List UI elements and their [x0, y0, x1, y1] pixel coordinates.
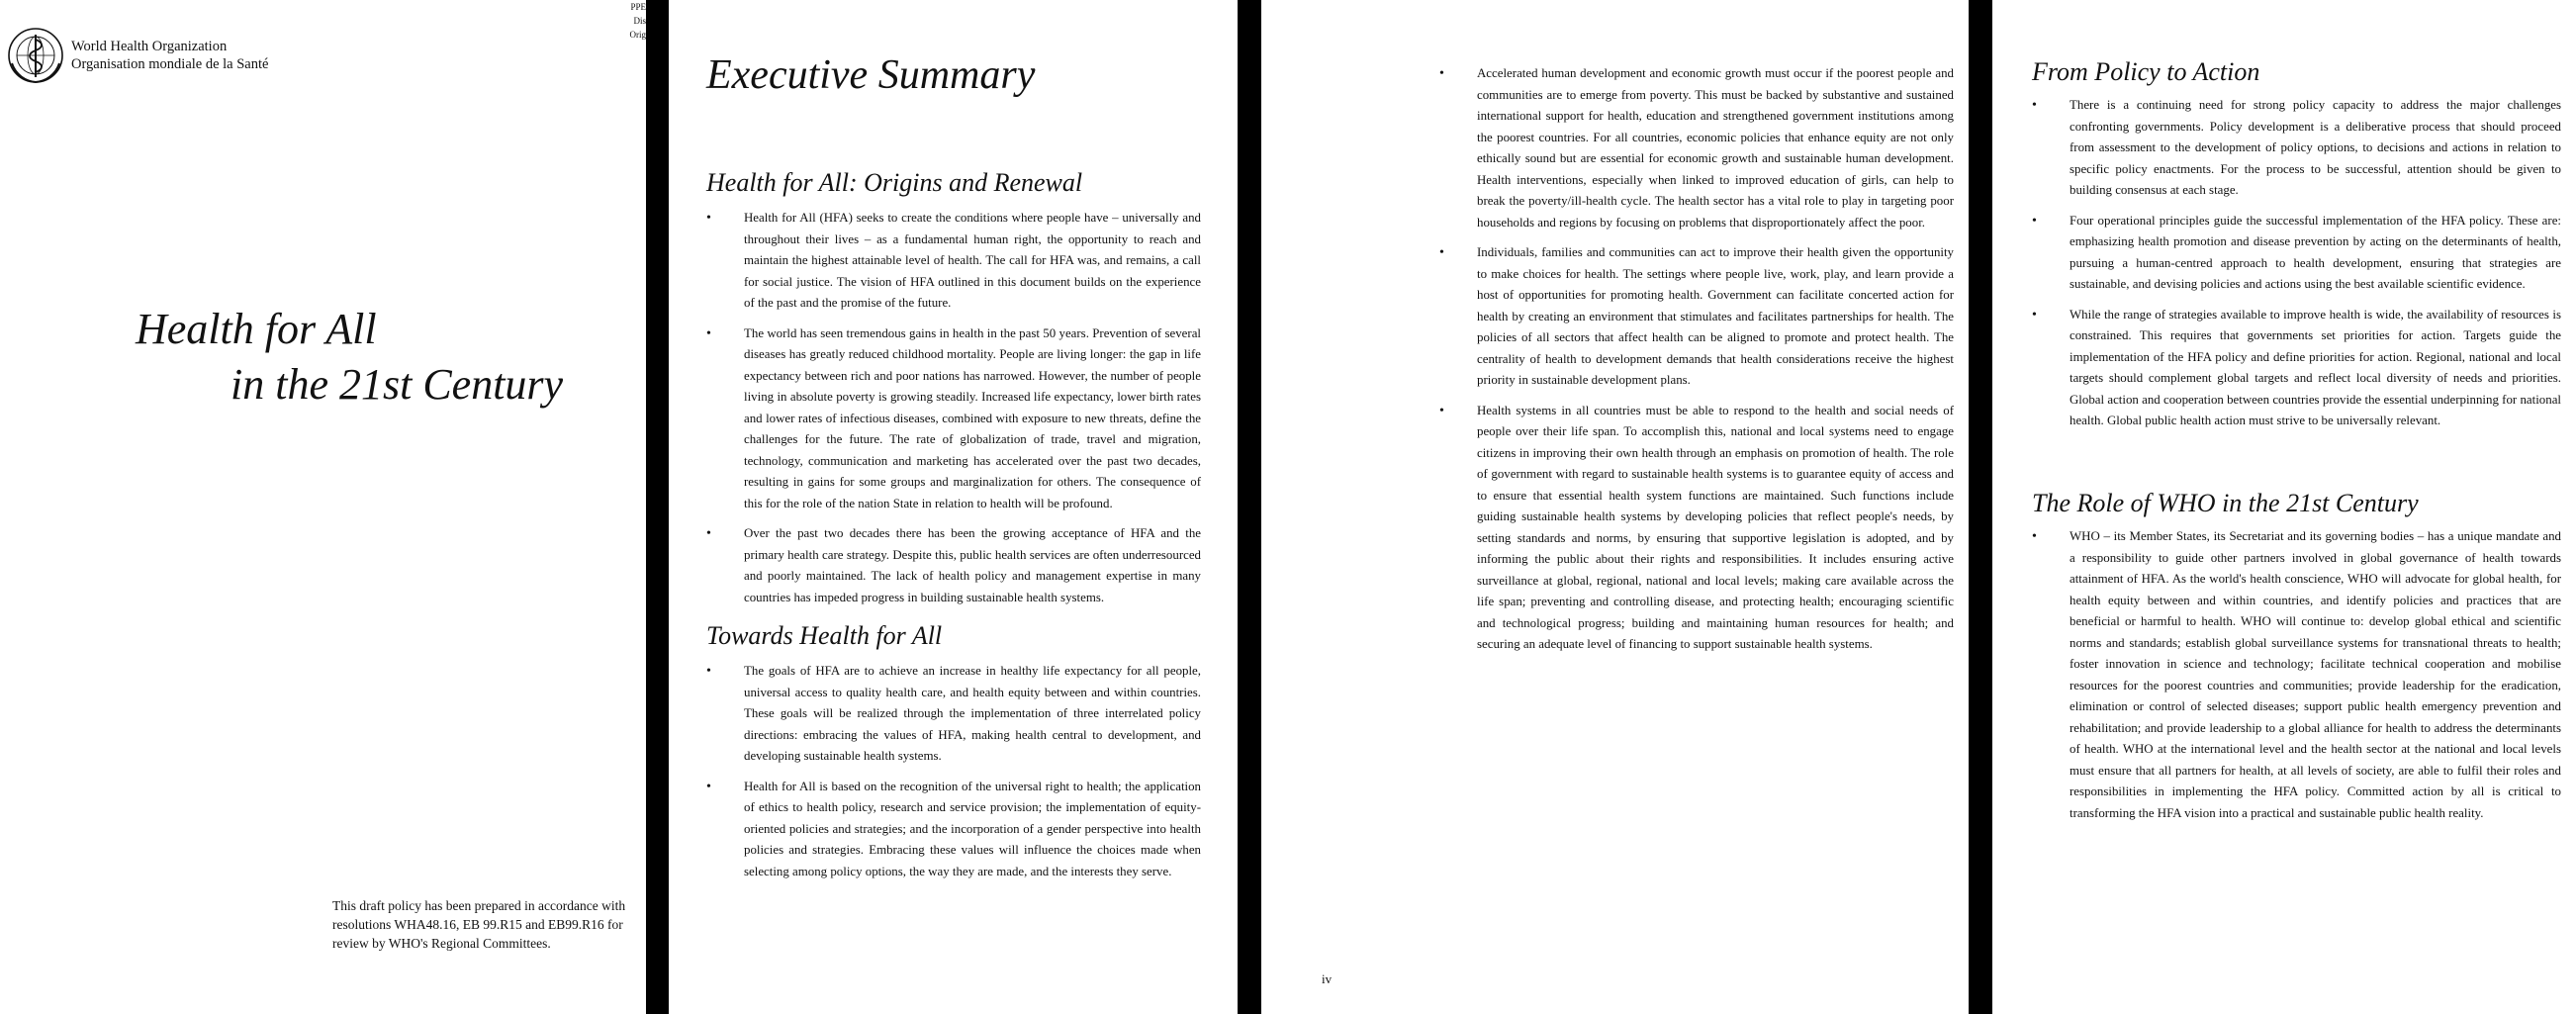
- bullet-list: [706, 661, 1201, 882]
- list-item: • There is a continuing need for strong policy capacity to address the major challenges confronting governments. Policy development is a deliberative process that should proceed from assessment to the development of policy options, to decisions and actions in relation to specific policy enactments. For the process to be successful, attention should be given to building consensus at each stage.: [2032, 95, 2561, 202]
- organization-name: [71, 38, 268, 73]
- section-heading: The Role of WHO in the 21st Century: [2032, 489, 2419, 517]
- section-origins: [706, 168, 1201, 617]
- bullet-list: [2032, 526, 2561, 824]
- section-continued: [1439, 63, 1954, 665]
- section-role-of-who: [2032, 489, 2561, 833]
- section-heading: Health for All: Origins and Renewal: [706, 168, 1083, 197]
- cover-title: [136, 302, 563, 413]
- list-item: • Health systems in all countries must be able to respond to the health and social needs of people over their life span. To accomplish this, national and local systems need to engage citizens in improving their own health through an emphasis on promotion of health. The role of government with regard to sustainable health systems is to guarantee equity of access and to ensure that essential health system functions are maintained. Such functions include guiding sustainable health systems by developing policies that reflect people's needs, by setting standards and norms, by ensuring that supportive legislation is adopted, and by informing the public about their rights and responsibilities. It includes ensuring active surveillance at global, regional, national and local levels; making care available across the life span; preventing and controlling disease, and protecting health; encouraging scientific and technological progress; building and maintaining human resources for health; and securing an adequate level of financing to support sustainable health systems.: [1439, 401, 1954, 656]
- section-heading: Towards Health for All: [706, 621, 943, 650]
- list-item: • While the range of strategies available to improve health is wide, the availability of resources is constrained. This requires that governments set priorities for action. Targets guide the implementation of the HFA policy and define priorities for action. Regional, national and local targets should complement global targets and reflect local diversity of needs and priorities. Global action and cooperation between countries provide the essential underpinning for national health. Global public health action must strive to be universally relevant.: [2032, 305, 2561, 432]
- list-item: • Accelerated human development and economic growth must occur if the poorest people and communities are to emerge from poverty. This must be backed by substantive and sustained international support for health, education and strengthened government institutions among the poorest countries. For all countries, economic policies that enhance equity are not only ethically sound but are essential for economic growth and sustainable human development. Health interventions, especially when linked to improved education of girls, can help to break the poverty/ill-health cycle. The health sector has a vital role to play in targeting poor households and regions by focusing on problems that disproportionately affect the poor.: [1439, 63, 1954, 233]
- list-item: • Health for All (HFA) seeks to create the conditions where people have – universally and throughout their lives – as a fundamental human right, the opportunity to reach and maintain the highest attainable level of health. The call for HFA was, and remains, a call for social justice. The vision of HFA outlined in this document builds on the experience of the past and the promise of the future.: [706, 208, 1201, 315]
- section-heading: From Policy to Action: [2032, 57, 2260, 86]
- summary-page-v: [1992, 0, 2576, 1014]
- page-number: iv: [1322, 971, 1333, 986]
- executive-summary-page: [669, 0, 1238, 1014]
- summary-page-iv: [1261, 0, 1969, 1014]
- list-item: • Over the past two decades there has been the growing acceptance of HFA and the primary health care strategy. Despite this, public health services are often underresourced and poorly maintained. The lack of health policy and management expertise in many countries has impeded progress in building sustainable health systems.: [706, 523, 1201, 608]
- list-item: • The goals of HFA are to achieve an increase in healthy life expectancy for all people, universal access to quality health care, and health equity between and within countries. These goals will be realized through the implementation of three interrelated policy directions: embracing the values of HFA, making health central to development, and developing sustainable health systems.: [706, 661, 1201, 768]
- document-code: [615, 0, 646, 42]
- page-title: Executive Summary: [706, 52, 1036, 98]
- list-item: • The world has seen tremendous gains in health in the past 50 years. Prevention of several diseases has greatly reduced childhood mortality. People are living longer: the gap in life expectancy between rich and poor nations has narrowed. However, the number of people living in absolute poverty is growing steadily. Increased life expectancy, lower birth rates and lower rates of infectious diseases, combined with exposure to new threats, define the challenges for the future. The rate of globalization of trade, travel and migration, technology, communication and marketing has accelerated over the past two decades, resulting in gains for some groups and marginalization for others. The consequence of this for the role of the nation State in relation to health will be profound.: [706, 323, 1201, 515]
- list-item: • Health for All is based on the recognition of the universal right to health; the application of ethics to health policy, research and service provision; the implementation of equity-oriented policies and strategies; and the incorporation of a gender perspective into health policies and strategies. Embracing these values will influence the choices made when selecting among policy options, the way they are made, and the interests they serve.: [706, 777, 1201, 883]
- cover-title-line-1: Health for All: [136, 305, 377, 353]
- section-towards: [706, 621, 1201, 891]
- org-name-en: World Health Organization: [71, 39, 228, 54]
- code-line: PPE: [630, 2, 646, 12]
- bullet-list: [1439, 63, 1954, 656]
- bullet-list: [2032, 95, 2561, 432]
- list-item: • WHO – its Member States, its Secretariat and its governing bodies – has a unique mandate and a responsibility to guide other partners involved in global governance of health towards attainment of HFA. As the world's health conscience, WHO will advocate for global health, for health equity between and within countries, and identify policies and practices that are beneficial or harmful to health. WHO will continue to: develop global ethical and scientific norms and standards; establish global surveillance systems for transnational threats to health; foster innovation in science and technology; facilitate technical cooperation and mobilise resources for the poorest countries and communities; provide leadership for the eradication, elimination or control of selected diseases; support public health emergency prevention and rehabilitation; and provide leadership to a global alliance for health to address the determinants of health. WHO at the international level and the health sector at the national and local levels must ensure that all partners for health, at all levels of society, are able to fulfil their roles and responsibilities in implementing the HFA policy. Committed action by all is critical to transforming the HFA vision into a practical and sustainable public health reality.: [2032, 526, 2561, 824]
- cover-title-line-2: in the 21st Century: [230, 360, 564, 409]
- list-item: • Four operational principles guide the successful implementation of the HFA policy. These are: emphasizing health promotion and disease prevention by acting on the determinants of health, pursuing a human-centred approach to health development, ensuring that strategies are sustainable, and devising policies and actions using the best available scientific evidence.: [2032, 211, 2561, 296]
- section-policy-to-action: [2032, 57, 2561, 441]
- cover-page: [0, 0, 646, 1014]
- code-line: Dis: [633, 16, 646, 26]
- draft-note: This draft policy has been prepared in accordance with resolutions WHA48.16, EB 99.R15 and EB99.R16 for review by WHO's Regional Committees.: [332, 898, 626, 951]
- code-line: Orig: [629, 30, 646, 40]
- who-emblem-icon: [6, 26, 65, 85]
- list-item: • Individuals, families and communities can act to improve their health given the opportunity to make choices for health. The settings where people live, work, play, and learn provide a host of opportunities for promoting health. Government can facilitate concerted action for health by creating an environment that stimulates and facilitates partnerships for health. The policies of all sectors that affect health can be aligned to promote and protect health. The centrality of health to development demands that health considerations receive the highest priority in sustainable development plans.: [1439, 242, 1954, 392]
- org-name-fr: Organisation mondiale de la Santé: [71, 56, 269, 72]
- bullet-list: [706, 208, 1201, 608]
